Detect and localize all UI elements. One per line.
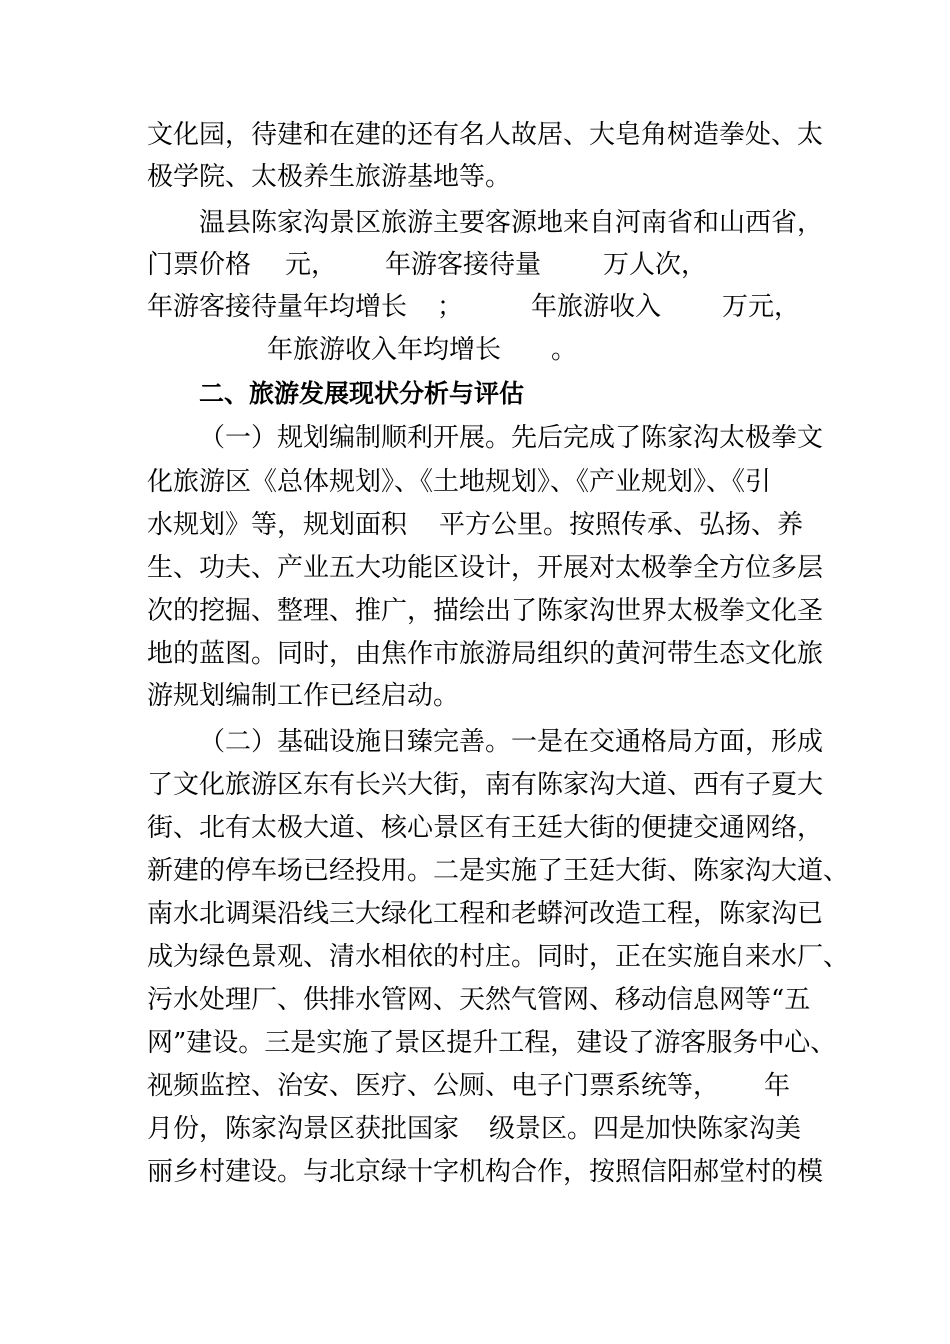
para2-line1: 温县陈家沟景区旅游主要客源地来自河南省和山西省， — [199, 208, 824, 238]
para3-line1: （一）规划编制顺利开展。先后完成了陈家沟太极拳文 — [199, 423, 824, 453]
para3-line4: 生、功夫、产业五大功能区设计，开展对太极拳全方位多层 — [147, 553, 824, 583]
para4-line11: 丽乡村建设。与北京绿十字机构合作，按照信阳郝堂村的模 — [147, 1157, 824, 1187]
para2-line3-c: 年旅游收入 — [531, 292, 662, 322]
para4-line1: （二）基础设施日臻完善。一是在交通格局方面，形成 — [199, 727, 824, 757]
para1-line2: 极学院、太极养生旅游基地等。 — [147, 162, 512, 192]
para3-line3-b: 平方公里。按照传承、弘扬、养 — [439, 510, 804, 540]
para2-line3-d: 万元， — [722, 292, 801, 322]
para4-line2: 了文化旅游区东有长兴大街，南有陈家沟大道、西有子夏大 — [147, 770, 824, 800]
para3-line6: 地的蓝图。同时，由焦作市旅游局组织的黄河带生态文化旅 — [147, 639, 824, 669]
para2-line3-a: 年游客接待量年均增长 — [147, 292, 408, 322]
para3-line7: 游规划编制工作已经启动。 — [147, 681, 460, 711]
para4-line8: 网”建设。三是实施了景区提升工程，建设了游客服务中心、 — [147, 1028, 837, 1058]
para4-line7: 污水处理厂、供排水管网、天然气管网、移动信息网等“五 — [147, 985, 811, 1015]
para4-line5: 南水北调渠沿线三大绿化工程和老蟒河改造工程，陈家沟已 — [147, 899, 824, 929]
para2-line3-b: ； — [437, 292, 464, 322]
para4-line10-a: 月份，陈家沟景区获批国家 — [147, 1114, 460, 1144]
para4-line9-b: 年 — [764, 1071, 791, 1101]
para4-line10-b: 级景区。四是加快陈家沟美 — [489, 1114, 802, 1144]
section-heading: 二、旅游发展现状分析与评估 — [199, 379, 525, 408]
para3-line2: 化旅游区《总体规划》、《土地规划》、《产业规划》、《引 — [147, 467, 772, 497]
para1-line1: 文化园，待建和在建的还有名人故居、大皂角树造拳处、太 — [147, 120, 824, 150]
para2-line2-d: 万人次， — [603, 250, 708, 280]
para4-line3: 街、北有太极大道、核心景区有王廷大街的便捷交通网络， — [147, 813, 824, 843]
para2-line2-c: 年游客接待量 — [385, 250, 542, 280]
para2-line4-b: 。 — [551, 335, 578, 365]
para4-line9-a: 视频监控、治安、医疗、公厕、电子门票系统等， — [147, 1071, 720, 1101]
para2-line2-b: 元， — [285, 250, 338, 280]
para2-line4-a: 年旅游收入年均增长 — [267, 335, 502, 365]
para3-line5: 次的挖掘、整理、推广，描绘出了陈家沟世界太极拳文化圣 — [147, 596, 824, 626]
para4-line4: 新建的停车场已经投用。二是实施了王廷大街、陈家沟大道、 — [147, 856, 850, 886]
para4-line6: 成为绿色景观、清水相依的村庄。同时，正在实施自来水厂、 — [147, 942, 850, 972]
para3-line3-a: 水规划》等，规划面积 — [147, 510, 408, 540]
para2-line2-a: 门票价格 — [147, 250, 252, 280]
